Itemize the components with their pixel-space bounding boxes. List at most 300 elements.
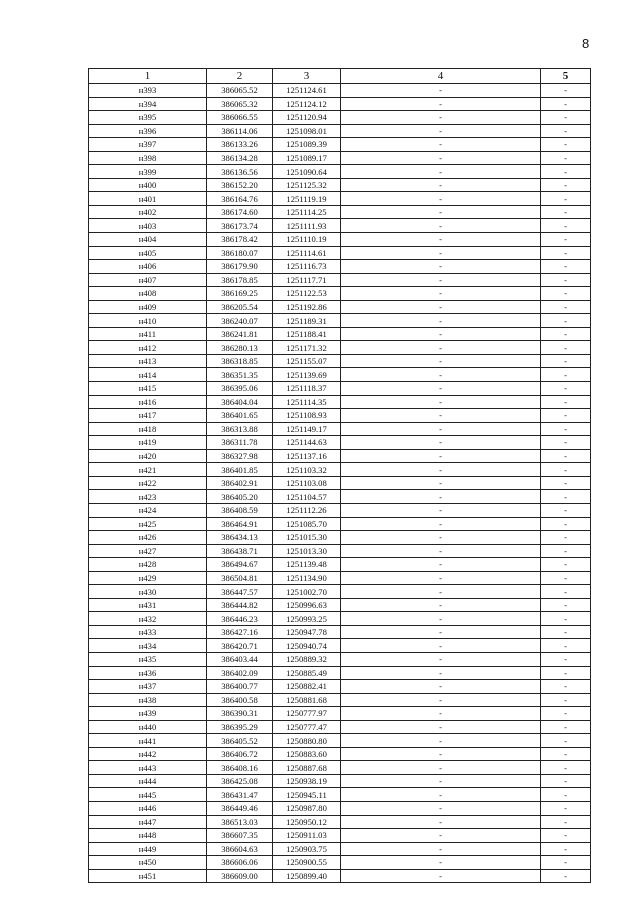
column-5-cell: - <box>541 598 591 612</box>
x-coordinate-cell: 386180.07 <box>207 246 273 260</box>
column-4-cell: - <box>341 801 541 815</box>
column-5-cell: - <box>541 612 591 626</box>
column-5-cell: - <box>541 463 591 477</box>
column-5-cell: - <box>541 273 591 287</box>
column-5-cell: - <box>541 842 591 856</box>
column-4-cell: - <box>341 639 541 653</box>
column-5-cell: - <box>541 260 591 274</box>
x-coordinate-cell: 386395.06 <box>207 382 273 396</box>
column-4-cell: - <box>341 761 541 775</box>
y-coordinate-cell: 1251125.32 <box>273 178 341 192</box>
y-coordinate-cell: 1251149.17 <box>273 422 341 436</box>
table-row <box>89 761 591 775</box>
y-coordinate-cell: 1251015.30 <box>273 531 341 545</box>
column-4-cell: - <box>341 409 541 423</box>
x-coordinate-cell: 386420.71 <box>207 639 273 653</box>
x-coordinate-cell: 386434.13 <box>207 531 273 545</box>
column-4-cell: - <box>341 734 541 748</box>
column-4-cell: - <box>341 341 541 355</box>
y-coordinate-cell: 1251110.19 <box>273 233 341 247</box>
point-id-cell: н430 <box>89 585 207 599</box>
column-5-cell: - <box>541 124 591 138</box>
table-row <box>89 409 591 423</box>
column-4-cell: - <box>341 842 541 856</box>
column-5-cell: - <box>541 178 591 192</box>
column-5-cell: - <box>541 233 591 247</box>
point-id-cell: н407 <box>89 273 207 287</box>
point-id-cell: н438 <box>89 693 207 707</box>
table-body <box>89 84 591 883</box>
y-coordinate-cell: 1251119.19 <box>273 192 341 206</box>
column-header-4: 4 <box>341 69 541 84</box>
x-coordinate-cell: 386504.81 <box>207 571 273 585</box>
x-coordinate-cell: 386311.78 <box>207 436 273 450</box>
column-4-cell: - <box>341 856 541 870</box>
column-5-cell: - <box>541 666 591 680</box>
table-row <box>89 693 591 707</box>
point-id-cell: н400 <box>89 178 207 192</box>
table-row <box>89 246 591 260</box>
column-5-cell: - <box>541 354 591 368</box>
y-coordinate-cell: 1251089.17 <box>273 151 341 165</box>
column-4-cell: - <box>341 436 541 450</box>
column-4-cell: - <box>341 151 541 165</box>
column-5-cell: - <box>541 205 591 219</box>
point-id-cell: н408 <box>89 287 207 301</box>
point-id-cell: н405 <box>89 246 207 260</box>
point-id-cell: н428 <box>89 558 207 572</box>
table-row <box>89 585 591 599</box>
x-coordinate-cell: 386390.31 <box>207 707 273 721</box>
table-row <box>89 165 591 179</box>
column-4-cell: - <box>341 558 541 572</box>
column-4-cell: - <box>341 111 541 125</box>
y-coordinate-cell: 1251090.64 <box>273 165 341 179</box>
column-5-cell: - <box>541 788 591 802</box>
table-row <box>89 639 591 653</box>
point-id-cell: н439 <box>89 707 207 721</box>
column-5-cell: - <box>541 774 591 788</box>
x-coordinate-cell: 386327.98 <box>207 449 273 463</box>
table-row <box>89 503 591 517</box>
column-4-cell: - <box>341 707 541 721</box>
column-5-cell: - <box>541 680 591 694</box>
point-id-cell: н417 <box>89 409 207 423</box>
table-row <box>89 368 591 382</box>
column-5-cell: - <box>541 327 591 341</box>
column-5-cell: - <box>541 720 591 734</box>
column-4-cell: - <box>341 476 541 490</box>
table-row <box>89 422 591 436</box>
point-id-cell: н420 <box>89 449 207 463</box>
column-5-cell: - <box>541 707 591 721</box>
x-coordinate-cell: 386446.23 <box>207 612 273 626</box>
x-coordinate-cell: 386427.16 <box>207 625 273 639</box>
column-5-cell: - <box>541 829 591 843</box>
y-coordinate-cell: 1251155.07 <box>273 354 341 368</box>
x-coordinate-cell: 386405.52 <box>207 734 273 748</box>
column-5-cell: - <box>541 747 591 761</box>
x-coordinate-cell: 386402.09 <box>207 666 273 680</box>
x-coordinate-cell: 386114.06 <box>207 124 273 138</box>
y-coordinate-cell: 1250885.49 <box>273 666 341 680</box>
column-4-cell: - <box>341 463 541 477</box>
column-4-cell: - <box>341 138 541 152</box>
x-coordinate-cell: 386403.44 <box>207 652 273 666</box>
y-coordinate-cell: 1250899.40 <box>273 869 341 883</box>
y-coordinate-cell: 1250777.97 <box>273 707 341 721</box>
x-coordinate-cell: 386164.76 <box>207 192 273 206</box>
column-5-cell: - <box>541 693 591 707</box>
x-coordinate-cell: 386405.20 <box>207 490 273 504</box>
y-coordinate-cell: 1251188.41 <box>273 327 341 341</box>
column-4-cell: - <box>341 246 541 260</box>
column-4-cell: - <box>341 815 541 829</box>
table-row <box>89 598 591 612</box>
column-5-cell: - <box>541 84 591 98</box>
point-id-cell: н448 <box>89 829 207 843</box>
point-id-cell: н451 <box>89 869 207 883</box>
column-5-cell: - <box>541 801 591 815</box>
point-id-cell: н418 <box>89 422 207 436</box>
column-4-cell: - <box>341 788 541 802</box>
column-5-cell: - <box>541 368 591 382</box>
x-coordinate-cell: 386280.13 <box>207 341 273 355</box>
point-id-cell: н393 <box>89 84 207 98</box>
y-coordinate-cell: 1250903.75 <box>273 842 341 856</box>
table-row <box>89 138 591 152</box>
y-coordinate-cell: 1250945.11 <box>273 788 341 802</box>
column-4-cell: - <box>341 544 541 558</box>
column-4-cell: - <box>341 124 541 138</box>
x-coordinate-cell: 386401.65 <box>207 409 273 423</box>
column-4-cell: - <box>341 490 541 504</box>
point-id-cell: н424 <box>89 503 207 517</box>
y-coordinate-cell: 1251114.25 <box>273 205 341 219</box>
y-coordinate-cell: 1251116.73 <box>273 260 341 274</box>
y-coordinate-cell: 1251114.61 <box>273 246 341 260</box>
column-5-cell: - <box>541 138 591 152</box>
table-row <box>89 260 591 274</box>
y-coordinate-cell: 1251085.70 <box>273 517 341 531</box>
table-row <box>89 842 591 856</box>
y-coordinate-cell: 1251189.31 <box>273 314 341 328</box>
x-coordinate-cell: 386169.25 <box>207 287 273 301</box>
point-id-cell: н406 <box>89 260 207 274</box>
column-4-cell: - <box>341 503 541 517</box>
y-coordinate-cell: 1250887.68 <box>273 761 341 775</box>
x-coordinate-cell: 386402.91 <box>207 476 273 490</box>
y-coordinate-cell: 1251013.30 <box>273 544 341 558</box>
column-header-5: 5 <box>541 69 591 84</box>
y-coordinate-cell: 1251098.01 <box>273 124 341 138</box>
point-id-cell: н446 <box>89 801 207 815</box>
point-id-cell: н425 <box>89 517 207 531</box>
point-id-cell: н412 <box>89 341 207 355</box>
column-5-cell: - <box>541 300 591 314</box>
y-coordinate-cell: 1251111.93 <box>273 219 341 233</box>
point-id-cell: н397 <box>89 138 207 152</box>
column-5-cell: - <box>541 219 591 233</box>
x-coordinate-cell: 386241.81 <box>207 327 273 341</box>
column-5-cell: - <box>541 409 591 423</box>
point-id-cell: н415 <box>89 382 207 396</box>
x-coordinate-cell: 386174.60 <box>207 205 273 219</box>
table-row <box>89 720 591 734</box>
y-coordinate-cell: 1250993.25 <box>273 612 341 626</box>
x-coordinate-cell: 386604.63 <box>207 842 273 856</box>
column-header-3: 3 <box>273 69 341 84</box>
column-5-cell: - <box>541 436 591 450</box>
table-row <box>89 625 591 639</box>
y-coordinate-cell: 1251103.32 <box>273 463 341 477</box>
point-id-cell: н450 <box>89 856 207 870</box>
table-row <box>89 788 591 802</box>
table-row <box>89 382 591 396</box>
point-id-cell: н426 <box>89 531 207 545</box>
coordinates-table <box>88 68 591 883</box>
column-4-cell: - <box>341 233 541 247</box>
x-coordinate-cell: 386609.00 <box>207 869 273 883</box>
point-id-cell: н421 <box>89 463 207 477</box>
table-row <box>89 354 591 368</box>
table-row <box>89 544 591 558</box>
table-row <box>89 531 591 545</box>
point-id-cell: н414 <box>89 368 207 382</box>
table-row <box>89 734 591 748</box>
point-id-cell: н399 <box>89 165 207 179</box>
point-id-cell: н436 <box>89 666 207 680</box>
column-4-cell: - <box>341 585 541 599</box>
table-row <box>89 829 591 843</box>
point-id-cell: н441 <box>89 734 207 748</box>
x-coordinate-cell: 386425.08 <box>207 774 273 788</box>
y-coordinate-cell: 1250900.55 <box>273 856 341 870</box>
column-5-cell: - <box>541 734 591 748</box>
x-coordinate-cell: 386173.74 <box>207 219 273 233</box>
y-coordinate-cell: 1251192.86 <box>273 300 341 314</box>
point-id-cell: н432 <box>89 612 207 626</box>
point-id-cell: н429 <box>89 571 207 585</box>
table-row <box>89 314 591 328</box>
table-row <box>89 612 591 626</box>
column-4-cell: - <box>341 368 541 382</box>
column-5-cell: - <box>541 449 591 463</box>
y-coordinate-cell: 1251134.90 <box>273 571 341 585</box>
column-4-cell: - <box>341 774 541 788</box>
table-row <box>89 273 591 287</box>
x-coordinate-cell: 386447.57 <box>207 585 273 599</box>
table-row <box>89 97 591 111</box>
point-id-cell: н449 <box>89 842 207 856</box>
x-coordinate-cell: 386179.90 <box>207 260 273 274</box>
column-5-cell: - <box>541 639 591 653</box>
table-row <box>89 747 591 761</box>
x-coordinate-cell: 386401.85 <box>207 463 273 477</box>
point-id-cell: н433 <box>89 625 207 639</box>
point-id-cell: н444 <box>89 774 207 788</box>
y-coordinate-cell: 1251171.32 <box>273 341 341 355</box>
point-id-cell: н411 <box>89 327 207 341</box>
column-4-cell: - <box>341 314 541 328</box>
y-coordinate-cell: 1250996.63 <box>273 598 341 612</box>
point-id-cell: н431 <box>89 598 207 612</box>
y-coordinate-cell: 1251144.63 <box>273 436 341 450</box>
point-id-cell: н403 <box>89 219 207 233</box>
y-coordinate-cell: 1251122.53 <box>273 287 341 301</box>
column-4-cell: - <box>341 382 541 396</box>
column-4-cell: - <box>341 666 541 680</box>
table-row <box>89 192 591 206</box>
column-4-cell: - <box>341 287 541 301</box>
column-5-cell: - <box>541 382 591 396</box>
column-4-cell: - <box>341 571 541 585</box>
column-4-cell: - <box>341 720 541 734</box>
y-coordinate-cell: 1250940.74 <box>273 639 341 653</box>
y-coordinate-cell: 1251117.71 <box>273 273 341 287</box>
point-id-cell: н423 <box>89 490 207 504</box>
y-coordinate-cell: 1250889.32 <box>273 652 341 666</box>
table-row <box>89 815 591 829</box>
point-id-cell: н435 <box>89 652 207 666</box>
y-coordinate-cell: 1251103.08 <box>273 476 341 490</box>
table-row <box>89 666 591 680</box>
point-id-cell: н434 <box>89 639 207 653</box>
column-5-cell: - <box>541 165 591 179</box>
point-id-cell: н416 <box>89 395 207 409</box>
table-row <box>89 517 591 531</box>
table-row <box>89 219 591 233</box>
y-coordinate-cell: 1251118.37 <box>273 382 341 396</box>
column-4-cell: - <box>341 517 541 531</box>
x-coordinate-cell: 386313.88 <box>207 422 273 436</box>
column-4-cell: - <box>341 97 541 111</box>
column-5-cell: - <box>541 531 591 545</box>
y-coordinate-cell: 1250883.60 <box>273 747 341 761</box>
x-coordinate-cell: 386136.56 <box>207 165 273 179</box>
x-coordinate-cell: 386438.71 <box>207 544 273 558</box>
x-coordinate-cell: 386464.91 <box>207 517 273 531</box>
x-coordinate-cell: 386400.77 <box>207 680 273 694</box>
column-5-cell: - <box>541 558 591 572</box>
table-header <box>89 69 591 84</box>
point-id-cell: н445 <box>89 788 207 802</box>
table-row <box>89 856 591 870</box>
table-row <box>89 774 591 788</box>
table-row <box>89 233 591 247</box>
x-coordinate-cell: 386395.29 <box>207 720 273 734</box>
x-coordinate-cell: 386431.47 <box>207 788 273 802</box>
column-4-cell: - <box>341 205 541 219</box>
x-coordinate-cell: 386449.46 <box>207 801 273 815</box>
x-coordinate-cell: 386178.85 <box>207 273 273 287</box>
column-4-cell: - <box>341 178 541 192</box>
table-row <box>89 111 591 125</box>
x-coordinate-cell: 386404.04 <box>207 395 273 409</box>
column-4-cell: - <box>341 84 541 98</box>
column-5-cell: - <box>541 395 591 409</box>
table-row <box>89 680 591 694</box>
point-id-cell: н442 <box>89 747 207 761</box>
column-4-cell: - <box>341 260 541 274</box>
column-4-cell: - <box>341 273 541 287</box>
column-4-cell: - <box>341 680 541 694</box>
table-row <box>89 869 591 883</box>
x-coordinate-cell: 386065.32 <box>207 97 273 111</box>
column-5-cell: - <box>541 761 591 775</box>
y-coordinate-cell: 1250938.19 <box>273 774 341 788</box>
y-coordinate-cell: 1251002.70 <box>273 585 341 599</box>
x-coordinate-cell: 386494.67 <box>207 558 273 572</box>
column-4-cell: - <box>341 354 541 368</box>
x-coordinate-cell: 386133.26 <box>207 138 273 152</box>
y-coordinate-cell: 1251137.16 <box>273 449 341 463</box>
x-coordinate-cell: 386152.20 <box>207 178 273 192</box>
point-id-cell: н404 <box>89 233 207 247</box>
column-4-cell: - <box>341 652 541 666</box>
table-row <box>89 436 591 450</box>
column-5-cell: - <box>541 869 591 883</box>
table-row <box>89 476 591 490</box>
column-5-cell: - <box>541 341 591 355</box>
point-id-cell: н410 <box>89 314 207 328</box>
column-5-cell: - <box>541 571 591 585</box>
column-5-cell: - <box>541 815 591 829</box>
column-4-cell: - <box>341 612 541 626</box>
page-number: 8 <box>582 36 590 51</box>
column-5-cell: - <box>541 287 591 301</box>
column-4-cell: - <box>341 693 541 707</box>
y-coordinate-cell: 1251139.69 <box>273 368 341 382</box>
point-id-cell: н409 <box>89 300 207 314</box>
y-coordinate-cell: 1250911.03 <box>273 829 341 843</box>
y-coordinate-cell: 1251089.39 <box>273 138 341 152</box>
column-header-2: 2 <box>207 69 273 84</box>
x-coordinate-cell: 386444.82 <box>207 598 273 612</box>
table-row <box>89 463 591 477</box>
column-5-cell: - <box>541 246 591 260</box>
table-row <box>89 124 591 138</box>
y-coordinate-cell: 1250881.68 <box>273 693 341 707</box>
table-row <box>89 205 591 219</box>
column-4-cell: - <box>341 395 541 409</box>
x-coordinate-cell: 386318.85 <box>207 354 273 368</box>
table-row <box>89 571 591 585</box>
column-4-cell: - <box>341 449 541 463</box>
x-coordinate-cell: 386400.58 <box>207 693 273 707</box>
point-id-cell: н419 <box>89 436 207 450</box>
y-coordinate-cell: 1250882.41 <box>273 680 341 694</box>
table-row <box>89 178 591 192</box>
table-row <box>89 801 591 815</box>
x-coordinate-cell: 386065.52 <box>207 84 273 98</box>
y-coordinate-cell: 1250987.80 <box>273 801 341 815</box>
x-coordinate-cell: 386513.03 <box>207 815 273 829</box>
x-coordinate-cell: 386134.28 <box>207 151 273 165</box>
point-id-cell: н422 <box>89 476 207 490</box>
column-5-cell: - <box>541 544 591 558</box>
column-5-cell: - <box>541 151 591 165</box>
point-id-cell: н396 <box>89 124 207 138</box>
y-coordinate-cell: 1250777.47 <box>273 720 341 734</box>
x-coordinate-cell: 386066.55 <box>207 111 273 125</box>
table-row <box>89 558 591 572</box>
column-4-cell: - <box>341 869 541 883</box>
column-5-cell: - <box>541 517 591 531</box>
x-coordinate-cell: 386606.06 <box>207 856 273 870</box>
point-id-cell: н401 <box>89 192 207 206</box>
column-4-cell: - <box>341 625 541 639</box>
